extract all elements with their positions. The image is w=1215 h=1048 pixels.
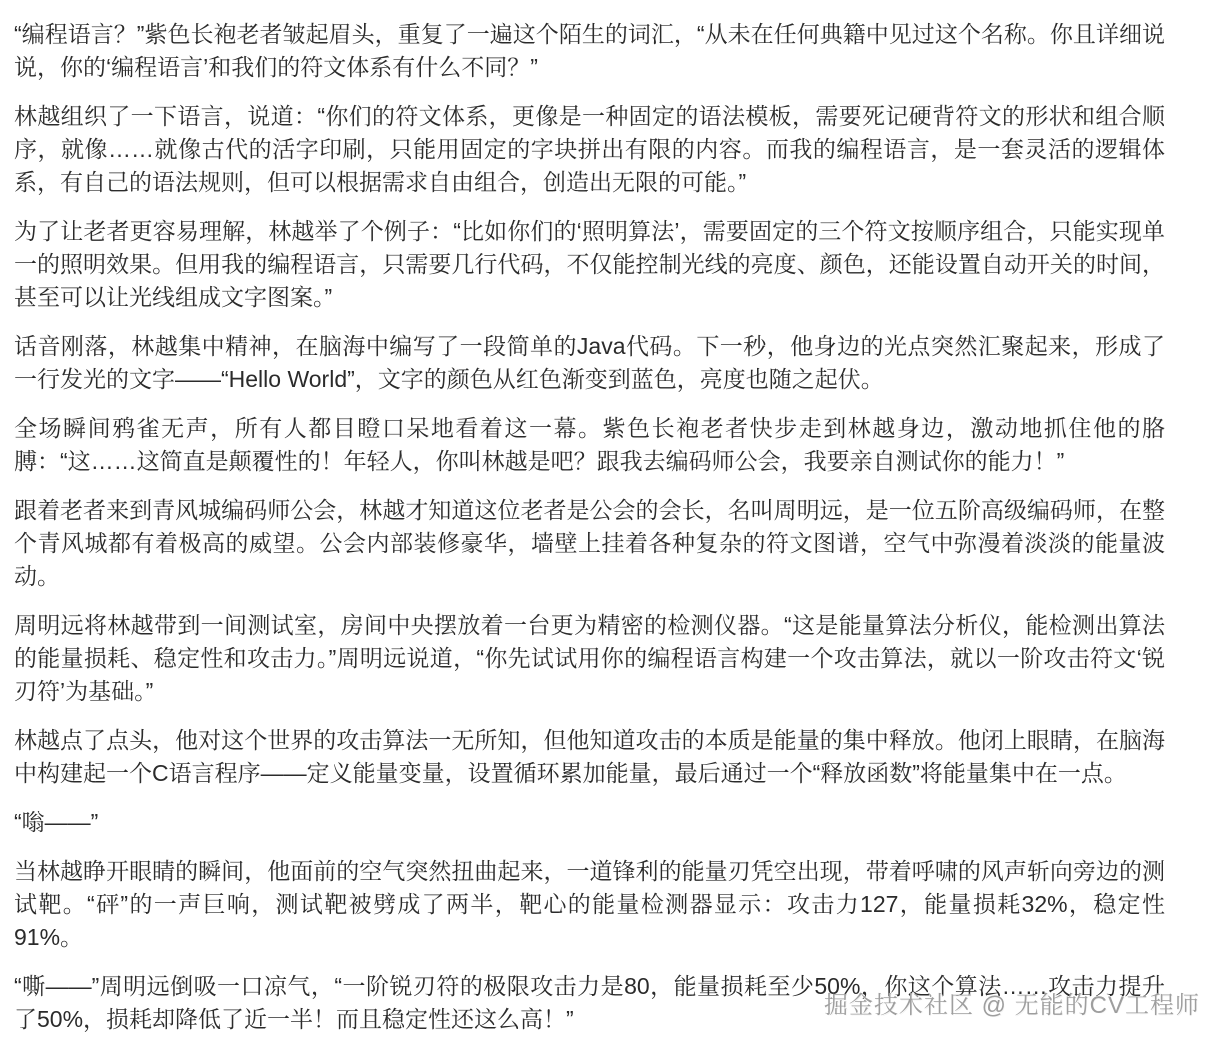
paragraph-linyue-explanation: 林越组织了一下语言，说道：“你们的符文体系，更像是一种固定的语法模板，需要死记硬背符文的形状和组合顺序，就像……就像古代的活字印刷，只能用固定的字块拼出有限的内容。而我的编程语言，是一套灵活的逻辑体系，有自己的语法规则，但可以根据需求自由组合，创造出无限的可能。” (14, 103, 1165, 195)
paragraph-sound-effect: “嗡——” (14, 809, 99, 835)
paragraph-dialog-elder-question: “编程语言？”紫色长袍老者皱起眉头，重复了一遍这个陌生的词汇，“从未在任何典籍中见过这个名称。你且详细说说，你的‘编程语言’和我们的符文体系有什么不同？” (14, 21, 1165, 80)
paragraph-lighting-example: 为了让老者更容易理解，林越举了个例子：“比如你们的‘照明算法’，需要固定的三个符文按顺序组合，只能实现单一的照明效果。但用我的编程语言，只需要几行代码，不仅能控制光线的亮度、颜色，还能设置自动开关的时间，甚至可以让光线组成文字图案。” (14, 218, 1165, 310)
paragraph-c-program-build: 林越点了点头，他对这个世界的攻击算法一无所知，但他知道攻击的本质是能量的集中释放。他闭上眼睛，在脑海中构建起一个C语言程序——定义能量变量，设置循环累加能量，最后通过一个“释放函数”将能量集中在一点。 (14, 727, 1165, 786)
watermark-juejin-community: 掘金技术社区 @ 无能的CV工程师 (823, 992, 1200, 1019)
paragraph-crowd-reaction: 全场瞬间鸦雀无声，所有人都目瞪口呆地看着这一幕。紫色长袍老者快步走到林越身边，激动地抓住他的胳膊：“这……这简直是颠覆性的！年轻人，你叫林越是吧？跟我去编码师公会，我要亲自测试你的能力！” (14, 415, 1165, 474)
paragraph-zhou-amazement: “嘶——”周明远倒吸一口凉气，“一阶锐刃符的极限攻击力是80，能量损耗至少50%，你这个算法……攻击力提升了50%，损耗却降低了近一半！而且稳定性还这么高！” (14, 973, 1165, 1032)
paragraph-test-room: 周明远将林越带到一间测试室，房间中央摆放着一台更为精密的检测仪器。“这是能量算法分析仪，能检测出算法的能量损耗、稳定性和攻击力。”周明远说道，“你先试试用你的编程语言构建一个攻击算法，就以一阶攻击符文‘锐刃符’为基础。” (14, 612, 1165, 704)
paragraph-guild-arrival: 跟着老者来到青风城编码师公会，林越才知道这位老者是公会的会长，名叫周明远，是一位五阶高级编码师，在整个青风城都有着极高的威望。公会内部装修豪华，墙壁上挂着各种复杂的符文图谱，空气中弥漫着淡淡的能量波动。 (14, 497, 1165, 589)
paragraph-energy-blade-result: 当林越睁开眼睛的瞬间，他面前的空气突然扭曲起来，一道锋利的能量刃凭空出现，带着呼啸的风声斩向旁边的测试靶。“砰”的一声巨响，测试靶被劈成了两半，靶心的能量检测器显示：攻击力127，能量损耗32%，稳定性91%。 (14, 858, 1165, 950)
paragraph-hello-world-demo: 话音刚落，林越集中精神，在脑海中编写了一段简单的Java代码。下一秒，他身边的光点突然汇聚起来，形成了一行发光的文字——“Hello World”，文字的颜色从红色渐变到蓝色，亮度也随之起伏。 (14, 333, 1165, 392)
